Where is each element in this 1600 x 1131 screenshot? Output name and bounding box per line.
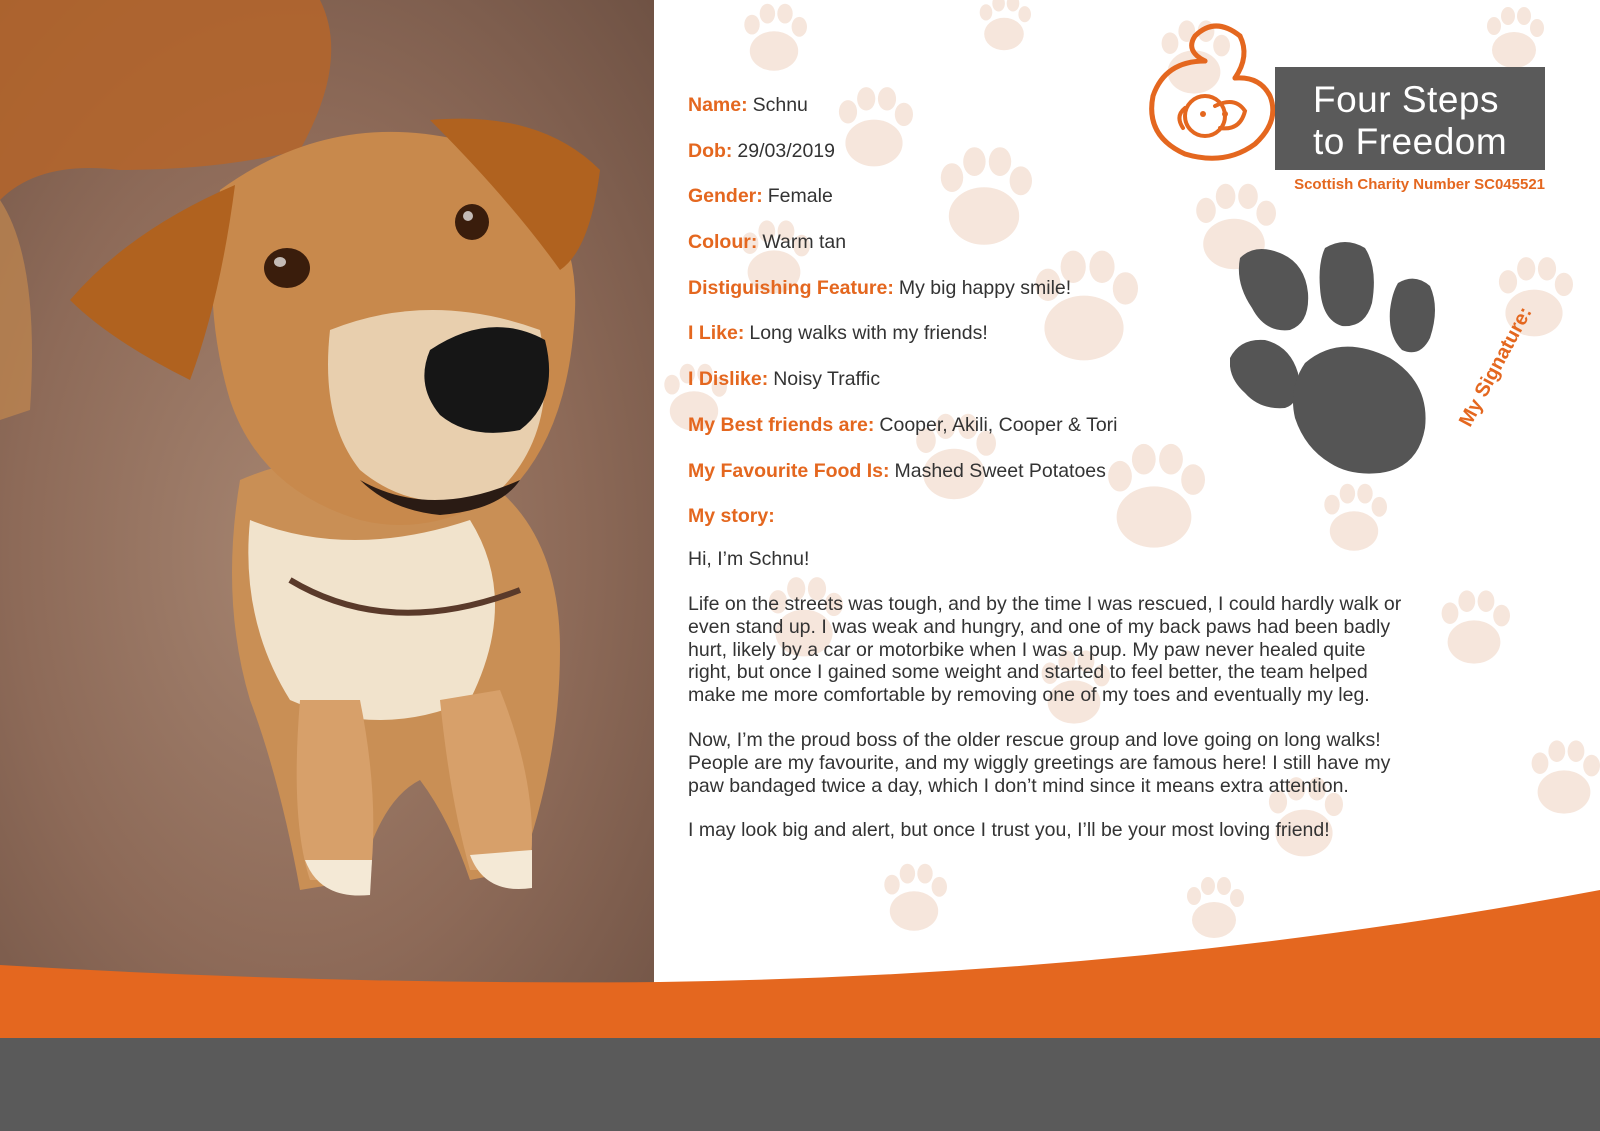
field-best-friends [688,412,1418,458]
field-colour [688,229,1418,275]
charity-number: Scottish Charity Number SC045521 [1294,176,1545,193]
story-heading: My story: [688,505,775,528]
story-paragraph: I may look big and alert, but once I trust you, I’ll be your most loving friend! [688,819,1330,842]
field-favourite-food [688,458,1418,504]
footer-band [0,890,1600,1131]
field-label: I Like: [688,322,745,345]
field-distinguishing-feature [688,275,1418,321]
field-value: 29/03/2019 [737,139,836,162]
logo-title-line2: to Freedom [1313,121,1508,162]
story-paragraph: Life on the streets was tough, and by the time I was rescued, I could hardly walk or even stand up. I was weak and hungry, and one of my back paws had been badly hurt, likely by a car or motorbike when I was a pup. My paw never healed quite right, but once I gained some weight and started to feel better, the team helped make me more comfortable by removing one of my toes and eventually my leg. [688,592,1402,707]
profile-info [688,92,1418,864]
field-gender [688,183,1418,229]
field-name [688,92,1418,138]
field-label: Gender: [688,185,763,208]
field-dob [688,138,1418,184]
dog-photo [0,0,654,1000]
field-value: Schnu [752,94,808,116]
field-value: My big happy smile! [898,276,1072,299]
field-label: Dob: [688,139,733,162]
field-label: Name: [688,94,748,116]
field-label: My Best friends are: [688,413,875,436]
field-dislikes [688,366,1418,412]
field-likes [688,320,1418,366]
field-label: I Dislike: [688,368,769,391]
field-value: Female [767,185,833,208]
field-value: Mashed Sweet Potatoes [894,459,1106,482]
field-value: Warm tan [762,231,847,254]
field-label: My Favourite Food Is: [688,459,890,482]
signature-label: My Signature: [1455,303,1537,431]
story-paragraph: Hi, I’m Schnu! [688,548,810,571]
field-label: Distiguishing Feature: [688,276,894,299]
logo-title-line1: Four Steps [1313,79,1499,120]
field-value: Long walks with my friends! [749,322,988,345]
field-value: Noisy Traffic [773,368,881,391]
field-label: Colour: [688,231,758,254]
field-value: Cooper, Akili, Cooper & Tori [879,413,1118,436]
story-paragraph: Now, I’m the proud boss of the older rescue group and love going on long walks! People are my favourite, and my wiggly greetings are famous here! I still have my paw bandaged twice a day, which I don’t mind since it means extra attention. [688,728,1391,797]
